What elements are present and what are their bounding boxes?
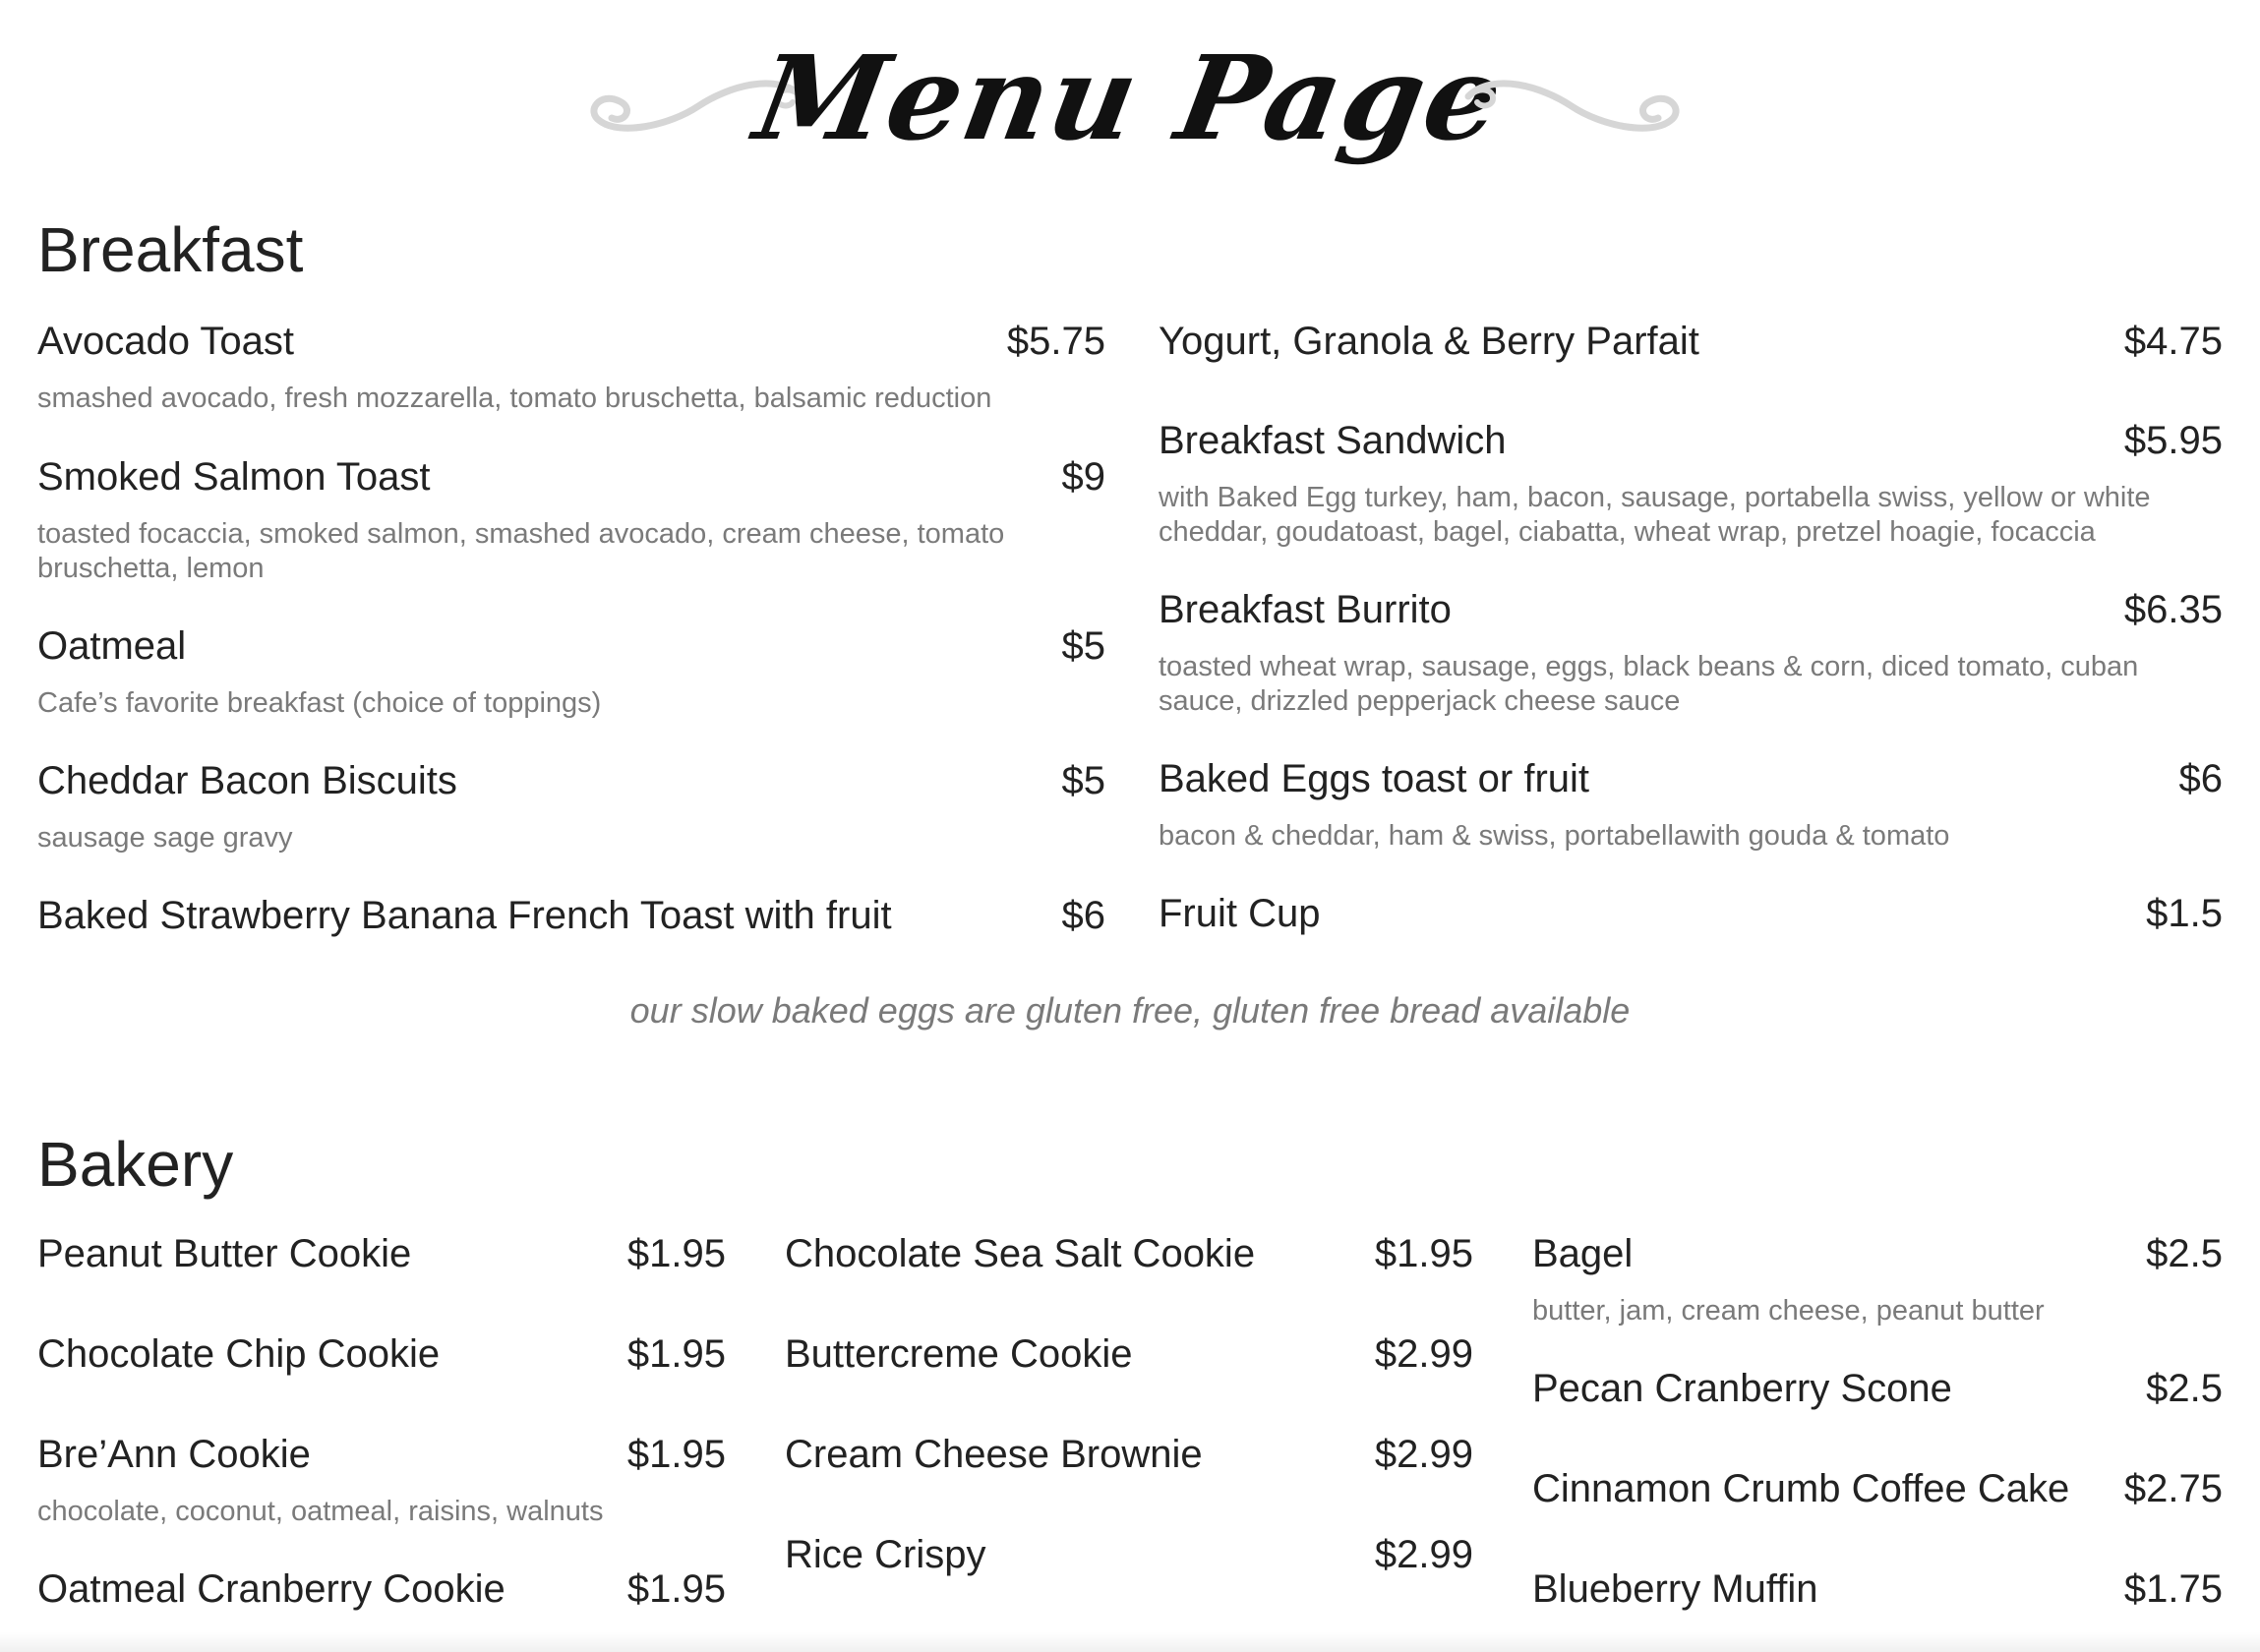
- item-description: butter, jam, cream cheese, peanut butter: [1532, 1295, 2045, 1327]
- breakfast-left-column: [37, 317, 1105, 940]
- item-price: $1.95: [1374, 1232, 1473, 1275]
- item-price: $5.75: [1006, 320, 1105, 363]
- breakfast-right-column: [1159, 317, 2223, 938]
- menu-item: [37, 1430, 726, 1564]
- section-title-bakery: Bakery: [37, 1129, 234, 1200]
- bakery-column-3: [1532, 1229, 2223, 1614]
- item-price: $2.99: [1374, 1533, 1473, 1576]
- item-name: Oatmeal: [37, 624, 187, 668]
- menu-item: [1532, 1464, 2223, 1564]
- item-price: $5.95: [2123, 419, 2223, 462]
- menu-item: [37, 1229, 726, 1329]
- item-name: Breakfast Burrito: [1159, 588, 1452, 631]
- menu-item: [1532, 1229, 2223, 1364]
- item-description: with Baked Egg turkey, ham, bacon, sausage, portabella swiss, yellow or white cheddar, goudatoast, bagel, ciabatta, wheat wrap, pretzel hoagie, focaccia: [1159, 482, 2151, 548]
- item-name: Blueberry Muffin: [1532, 1567, 1818, 1611]
- item-description: sausage sage gravy: [37, 822, 293, 854]
- item-price: $5: [1061, 759, 1105, 802]
- item-price: $1.95: [626, 1433, 726, 1476]
- bottom-edge-shade: [0, 1632, 2260, 1652]
- item-name: Baked Strawberry Banana French Toast with fruit: [37, 894, 892, 937]
- item-price: $1.95: [626, 1232, 726, 1275]
- item-description: toasted focaccia, smoked salmon, smashed avocado, cream cheese, tomato bruschetta, lemon: [37, 518, 1005, 584]
- item-name: Chocolate Chip Cookie: [37, 1332, 441, 1376]
- menu-item: [785, 1329, 1473, 1430]
- bakery-column-2: [785, 1229, 1473, 1579]
- item-name: Smoked Salmon Toast: [37, 455, 431, 499]
- item-price: $9: [1061, 455, 1105, 499]
- menu-item: [1532, 1364, 2223, 1464]
- item-name: Cheddar Bacon Biscuits: [37, 759, 457, 802]
- item-description: chocolate, coconut, oatmeal, raisins, walnuts: [37, 1496, 604, 1527]
- item-price: $4.75: [2123, 320, 2223, 363]
- item-price: $6: [1061, 894, 1105, 937]
- menu-item: [37, 891, 1105, 940]
- section-title-breakfast: Breakfast: [37, 214, 304, 285]
- menu-item: [785, 1229, 1473, 1329]
- item-name: Bre’Ann Cookie: [37, 1433, 311, 1476]
- page-title: Menu Page: [745, 30, 1515, 166]
- item-price: $2.75: [2123, 1467, 2223, 1510]
- item-name: Oatmeal Cranberry Cookie: [37, 1567, 506, 1611]
- item-name: Yogurt, Granola & Berry Parfait: [1159, 320, 1699, 363]
- menu-item: [37, 1329, 726, 1430]
- right-swirl-ornament: [1454, 67, 1690, 146]
- item-name: Fruit Cup: [1159, 892, 1321, 935]
- item-name: Baked Eggs toast or fruit: [1159, 757, 1590, 800]
- item-name: Cream Cheese Brownie: [785, 1433, 1203, 1476]
- item-price: $6: [2178, 757, 2223, 800]
- bakery-column-1: [37, 1229, 726, 1614]
- item-price: $1.75: [2123, 1567, 2223, 1611]
- item-name: Cinnamon Crumb Coffee Cake: [1532, 1467, 2070, 1510]
- item-price: $5: [1061, 624, 1105, 668]
- menu-item: [37, 1564, 726, 1614]
- menu-item: [1159, 416, 2223, 585]
- menu-item: [1159, 585, 2223, 754]
- menu-item: [1159, 317, 2223, 416]
- gluten-free-note: our slow baked eggs are gluten free, gluten free bread available: [629, 990, 1631, 1031]
- menu-item: [1159, 754, 2223, 889]
- item-name: Buttercreme Cookie: [785, 1332, 1133, 1376]
- menu-item: [785, 1430, 1473, 1530]
- item-price: $1.5: [2146, 892, 2223, 935]
- item-name: Pecan Cranberry Scone: [1532, 1367, 1952, 1410]
- item-description: smashed avocado, fresh mozzarella, tomato bruschetta, balsamic reduction: [37, 383, 992, 414]
- item-name: Rice Crispy: [785, 1533, 986, 1576]
- item-price: $1.95: [626, 1332, 726, 1376]
- item-name: Avocado Toast: [37, 320, 294, 363]
- menu-item: [37, 756, 1105, 891]
- menu-item: [1532, 1564, 2223, 1614]
- item-description: toasted wheat wrap, sausage, eggs, black beans & corn, diced tomato, cuban sauce, drizzled pepperjack cheese sauce: [1159, 651, 2139, 717]
- item-price: $2.5: [2146, 1232, 2223, 1275]
- item-name: Breakfast Sandwich: [1159, 419, 1507, 462]
- menu-item: [37, 621, 1105, 756]
- item-description: bacon & cheddar, ham & swiss, portabellawith gouda & tomato: [1159, 820, 1950, 852]
- item-description: Cafe’s favorite breakfast (choice of toppings): [37, 687, 602, 719]
- item-price: $6.35: [2123, 588, 2223, 631]
- item-name: Bagel: [1532, 1232, 1634, 1275]
- menu-header: [0, 20, 2260, 167]
- item-name: Peanut Butter Cookie: [37, 1232, 412, 1275]
- menu-item: [785, 1530, 1473, 1579]
- item-price: $2.99: [1374, 1433, 1473, 1476]
- menu-item: [1159, 889, 2223, 938]
- menu-item: [37, 317, 1105, 452]
- item-price: $1.95: [626, 1567, 726, 1611]
- menu-item: [37, 452, 1105, 621]
- item-price: $2.99: [1374, 1332, 1473, 1376]
- item-name: Chocolate Sea Salt Cookie: [785, 1232, 1256, 1275]
- item-price: $2.5: [2146, 1367, 2223, 1410]
